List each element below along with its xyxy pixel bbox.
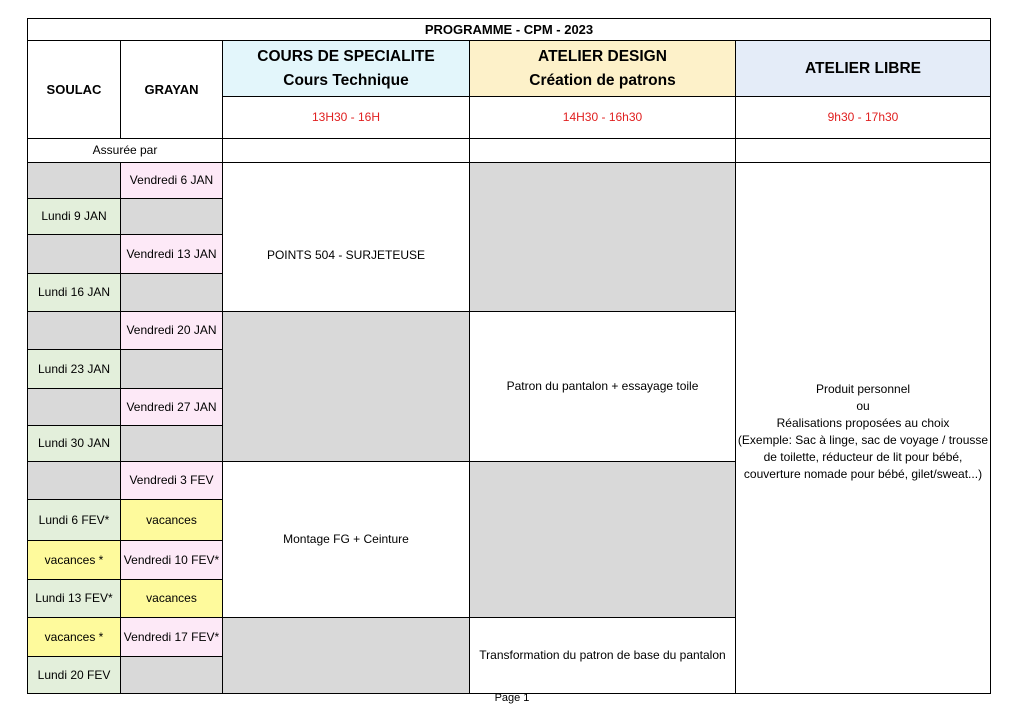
grayan-day xyxy=(120,273,223,312)
header-atelier-libre: ATELIER LIBRE xyxy=(735,40,991,97)
grayan-day xyxy=(120,198,223,235)
grayan-day: Vendredi 6 JAN xyxy=(120,162,223,199)
grayan-day: Vendredi 27 JAN xyxy=(120,388,223,426)
grayan-day: vacances xyxy=(120,579,223,618)
time-specialite: 13H30 - 16H xyxy=(222,96,470,139)
design-block: Patron du pantalon + essayage toile xyxy=(469,311,736,462)
specialite-block: POINTS 504 - SURJETEUSE xyxy=(222,162,470,312)
soulac-day xyxy=(27,234,121,274)
libre-block xyxy=(735,162,991,694)
soulac-day: vacances * xyxy=(27,540,121,580)
assuree-par-specialite xyxy=(222,138,470,163)
soulac-day: Lundi 20 FEV xyxy=(27,656,121,694)
schedule-table xyxy=(27,18,991,694)
soulac-day: Lundi 13 FEV* xyxy=(27,579,121,618)
grayan-day xyxy=(120,425,223,462)
grayan-day xyxy=(120,656,223,694)
header-soulac: SOULAC xyxy=(27,40,121,139)
time-design: 14H30 - 16h30 xyxy=(469,96,736,139)
soulac-day xyxy=(27,388,121,426)
grayan-day: Vendredi 10 FEV* xyxy=(120,540,223,580)
grayan-day: Vendredi 3 FEV xyxy=(120,461,223,500)
grayan-day: vacances xyxy=(120,499,223,541)
grayan-day: Vendredi 17 FEV* xyxy=(120,617,223,657)
header-specialite-line1: COURS DE SPECIALITE xyxy=(257,47,435,65)
soulac-day xyxy=(27,162,121,199)
libre-line: (Exemple: Sac à linge, sac de voyage / trousse xyxy=(737,433,989,447)
specialite-block xyxy=(222,617,470,694)
libre-line: Produit personnel xyxy=(815,382,911,396)
soulac-day: Lundi 9 JAN xyxy=(27,198,121,235)
specialite-block: Montage FG + Ceinture xyxy=(222,461,470,618)
design-block xyxy=(469,461,736,618)
table-title: PROGRAMME - CPM - 2023 xyxy=(27,18,991,41)
page-number: Page 1 xyxy=(494,692,530,704)
assuree-par-label: Assurée par xyxy=(27,138,223,163)
header-grayan: GRAYAN xyxy=(120,40,223,139)
design-block: Transformation du patron de base du pantalon xyxy=(469,617,736,694)
soulac-day: Lundi 16 JAN xyxy=(27,273,121,312)
time-libre: 9h30 - 17h30 xyxy=(735,96,991,139)
assuree-par-libre xyxy=(735,138,991,163)
soulac-day: Lundi 30 JAN xyxy=(27,425,121,462)
soulac-day: Lundi 6 FEV* xyxy=(27,499,121,541)
soulac-day: Lundi 23 JAN xyxy=(27,349,121,389)
libre-line: de toilette, réducteur de lit pour bébé, xyxy=(763,450,963,464)
header-cours-specialite xyxy=(222,40,470,97)
header-specialite-line2: Cours Technique xyxy=(283,71,409,89)
libre-line: ou xyxy=(856,399,870,413)
specialite-block xyxy=(222,311,470,462)
grayan-day: Vendredi 20 JAN xyxy=(120,311,223,350)
soulac-day xyxy=(27,461,121,500)
libre-line: Réalisations proposées au choix xyxy=(776,416,950,430)
header-atelier-design xyxy=(469,40,736,97)
assuree-par-design xyxy=(469,138,736,163)
header-design-line2: Création de patrons xyxy=(529,71,676,89)
soulac-day: vacances * xyxy=(27,617,121,657)
header-design-line1: ATELIER DESIGN xyxy=(538,47,667,65)
grayan-day: Vendredi 13 JAN xyxy=(120,234,223,274)
libre-line: couverture nomade pour bébé, gilet/sweat...) xyxy=(743,467,983,481)
design-block xyxy=(469,162,736,312)
grayan-day xyxy=(120,349,223,389)
soulac-day xyxy=(27,311,121,350)
